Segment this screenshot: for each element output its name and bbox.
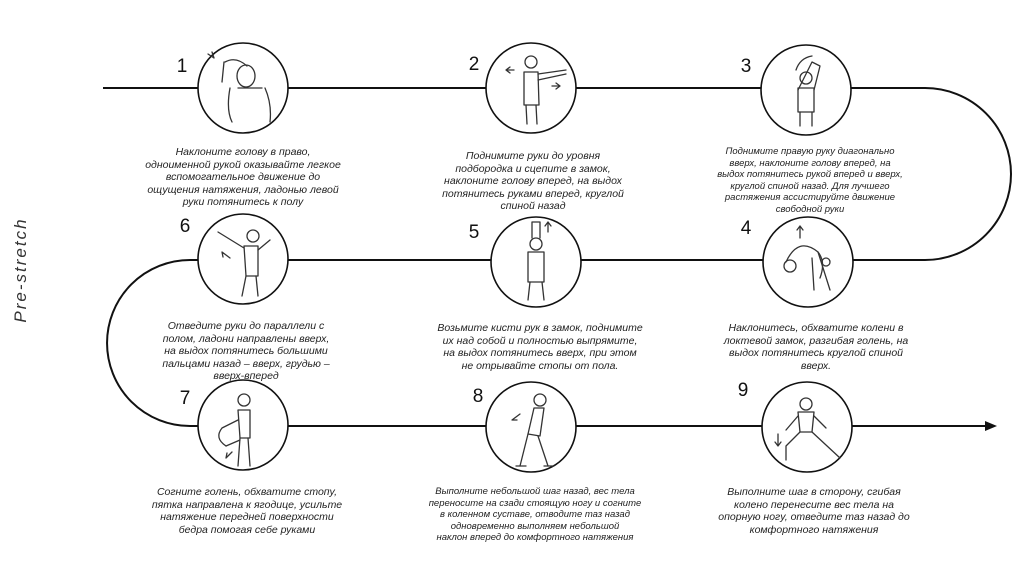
step-7-number: 7 [179,388,191,409]
step-9-number: 9 [737,380,749,401]
step-9-circle [762,382,852,472]
step-3-description: Поднимите правую руку диагонально вверх, наклоните голову вперед, на выдох потянитесь рукой вперед и вверх, круглой спиной назад. Для лучшего растяжения ассистируйте движение свободной руки [717,146,903,215]
step-1-description: Наклоните голову в право, одноименной рукой оказывайте легкое вспомогательное движение до ощущения натяжения, ладонью левой руки потянитесь к полу [145,146,341,208]
step-8-description: Выполните небольшой шаг назад, вес тела переносите на сзади стоящую ногу и согните в коленном суставе, отводите таз назад одновременно выполняем небольшой наклон вперед до комфортного натяжения [428,486,642,543]
step-5-description: Возьмите кисти рук в замок, поднимите их над собой и полностью выпрямите, на выдох потянитесь вверх, при этом не отрывайте стопы от пола. [437,322,643,372]
step-9-description: Выполните шаг в сторону, сгибая колено перенесите вес тела на опорную ногу, отведите таз назад до комфортного натяжения [718,486,910,536]
step-5-circle [491,217,581,307]
step-4-number: 4 [740,218,752,239]
step-6-number: 6 [179,216,191,237]
page-title-vertical: Pre-stretch [11,217,30,323]
step-8-circle [486,382,576,472]
step-6-description: Отведите руки до параллели с полом, ладони направлены вверх, на выдох потянитесь большими пальцами назад – вверх, грудью – вверх-вперед [162,320,330,382]
step-4-circle [763,217,853,307]
step-4-description: Наклонитесь, обхватите колени в локтевой замок, разгибая голень, на выдох потянитесь круглой спиной вверх. [723,322,909,372]
step-7-description: Согните голень, обхватите стопу, пятка направлена к ягодице, усильте натяжение передней поверхности бедра помогая себе руками [151,486,343,536]
step-1-number: 1 [176,56,188,77]
step-2-description: Поднимите руки до уровня подбородка и сцепите в замок, наклоните голову вперед, на выдох потянитесь руками вперед, круглой спиной назад [442,150,624,212]
step-8-number: 8 [472,386,484,407]
path-arrowhead [985,421,997,431]
step-2-number: 2 [468,54,480,75]
step-3-number: 3 [740,56,752,77]
step-5-number: 5 [468,222,480,243]
